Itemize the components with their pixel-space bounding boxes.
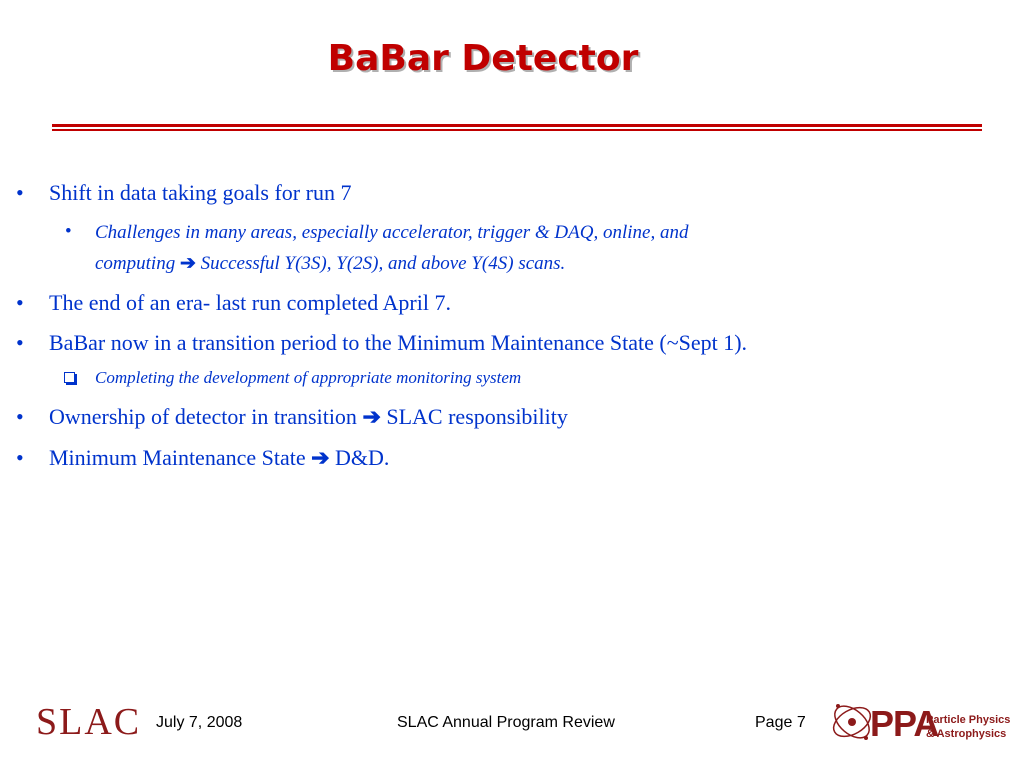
- ppa-logo-text: PPA: [870, 703, 939, 744]
- footer-page-number: Page 7: [755, 714, 806, 731]
- slide-title: BaBar Detector: [327, 38, 639, 79]
- slac-logo: SLAC: [36, 701, 142, 743]
- sub-bullet-monitoring: Completing the development of appropriate monitoring system: [95, 368, 522, 387]
- title-divider-thin: [52, 129, 982, 131]
- ownership-target: SLAC responsibility: [386, 404, 568, 429]
- sub-bullet-marker: •: [65, 221, 72, 242]
- bullet-transition-period: BaBar now in a transition period to the Minimum Maintenance State (~Sept 1).: [49, 330, 748, 355]
- challenges-scans: Successful Y(3S), Y(2S), and above Y(4S) scans.: [200, 253, 566, 274]
- ppa-logo-sub2: & Astrophysics: [926, 728, 1007, 740]
- title-divider-thick: [52, 124, 982, 127]
- right-arrow-icon: ➔: [179, 253, 196, 274]
- bullet-marker: •: [16, 180, 24, 205]
- checkbox-bullet-icon: [64, 372, 75, 383]
- bullet-ownership: [49, 404, 989, 430]
- min-maintenance-text: Minimum Maintenance State: [49, 445, 306, 470]
- bullet-min-maintenance: [49, 445, 989, 471]
- footer-title: SLAC Annual Program Review: [397, 714, 615, 731]
- bullet-marker: •: [16, 404, 24, 429]
- ppa-logo-sub1: Particle Physics: [926, 714, 1011, 726]
- bullet-end-of-era: The end of an era- last run completed April 7.: [49, 290, 451, 315]
- right-arrow-icon: ➔: [362, 404, 381, 429]
- footer-date: July 7, 2008: [156, 714, 243, 731]
- right-arrow-icon: ➔: [311, 445, 330, 470]
- min-maintenance-target: D&D.: [335, 445, 390, 470]
- ownership-text: Ownership of detector in transition: [49, 404, 357, 429]
- sub-bullet-challenges: [95, 217, 915, 279]
- bullet-marker: •: [16, 445, 24, 470]
- bullet-marker: •: [16, 330, 24, 355]
- bullet-shift-goals: Shift in data taking goals for run 7: [49, 180, 352, 205]
- challenges-line1: Challenges in many areas, especially accelerator, trigger & DAQ, online, and: [95, 222, 689, 243]
- challenges-computing: computing: [95, 253, 176, 274]
- bullet-marker: •: [16, 290, 24, 315]
